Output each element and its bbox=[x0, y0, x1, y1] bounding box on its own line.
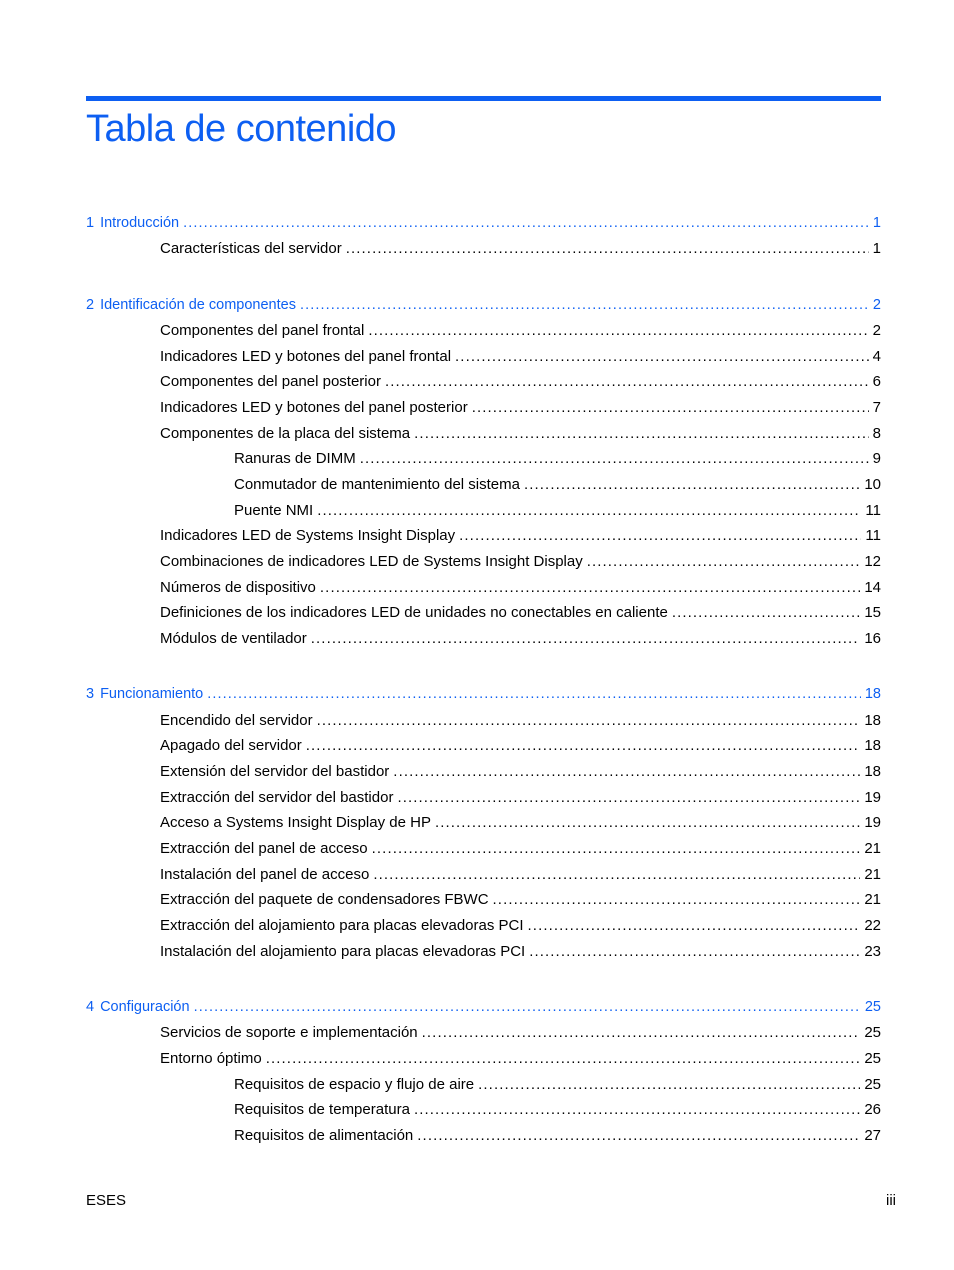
toc-dot-leader bbox=[306, 735, 861, 757]
toc-entry-label: Introducción bbox=[100, 215, 180, 231]
toc-entry-label: Apagado del servidor bbox=[160, 737, 302, 754]
toc-entry-label: Módulos de ventilador bbox=[160, 630, 307, 647]
toc-page-number: 14 bbox=[864, 579, 881, 596]
toc-entry[interactable] bbox=[160, 346, 881, 368]
toc-page-number: 1 bbox=[872, 215, 881, 231]
toc-entry-label: Extracción del paquete de condensadores FBWC bbox=[160, 891, 489, 908]
toc-page-number: 26 bbox=[864, 1101, 881, 1118]
toc-chapter-number: 2 bbox=[86, 297, 95, 313]
toc-page-number: 25 bbox=[864, 1024, 881, 1041]
toc-dot-leader bbox=[393, 761, 860, 783]
toc-chapter-number: 3 bbox=[86, 686, 95, 702]
toc-page-number: 15 bbox=[864, 604, 881, 621]
toc-entry[interactable] bbox=[160, 423, 881, 445]
toc-entry[interactable] bbox=[160, 761, 881, 783]
toc-dot-leader bbox=[368, 320, 868, 342]
toc-page-number: 11 bbox=[865, 527, 881, 544]
toc-entry[interactable] bbox=[234, 448, 881, 470]
toc-entry-label: Extracción del alojamiento para placas elevadoras PCI bbox=[160, 917, 524, 934]
toc-entry-label: Identificación de componentes bbox=[100, 297, 296, 313]
toc-page-number: 22 bbox=[864, 917, 881, 934]
toc-page-number: 21 bbox=[864, 840, 881, 857]
toc-page-number: 8 bbox=[872, 425, 881, 442]
toc-dot-leader bbox=[587, 551, 861, 573]
toc-chapter-number: 1 bbox=[86, 215, 95, 231]
toc-entry[interactable] bbox=[160, 320, 881, 342]
toc-chapter-number: 4 bbox=[86, 999, 95, 1015]
toc-entry[interactable] bbox=[160, 525, 881, 547]
toc-page-number: 9 bbox=[872, 450, 881, 467]
toc-dot-leader bbox=[207, 683, 861, 705]
toc-entry-label: Indicadores LED y botones del panel frontal bbox=[160, 348, 452, 365]
toc-entry[interactable] bbox=[160, 941, 881, 963]
footer-locale: ESES bbox=[86, 1192, 127, 1209]
toc-entry-label: Extensión del servidor del bastidor bbox=[160, 763, 390, 780]
toc-dot-leader bbox=[459, 525, 861, 547]
toc-page-number: 12 bbox=[864, 553, 881, 570]
toc-dot-leader bbox=[672, 602, 860, 624]
toc-dot-leader bbox=[317, 500, 861, 522]
toc-page-number: 6 bbox=[872, 373, 881, 390]
toc-dot-leader bbox=[478, 1074, 860, 1096]
toc-entry-label: Acceso a Systems Insight Display de HP bbox=[160, 814, 431, 831]
toc-dot-leader bbox=[385, 371, 869, 393]
toc-dot-leader bbox=[372, 838, 861, 860]
toc-entry[interactable] bbox=[160, 864, 881, 886]
toc-entry[interactable] bbox=[160, 602, 881, 624]
footer-page-number: iii bbox=[886, 1192, 896, 1209]
toc-page-number: 7 bbox=[872, 399, 881, 416]
toc-entry[interactable] bbox=[160, 812, 881, 834]
toc-dot-leader bbox=[311, 628, 861, 650]
toc-entry-label: Componentes del panel posterior bbox=[160, 373, 381, 390]
toc-entry-label: Conmutador de mantenimiento del sistema bbox=[234, 476, 520, 493]
toc-entry-label: Combinaciones de indicadores LED de Systems Insight Display bbox=[160, 553, 583, 570]
toc-dot-leader bbox=[472, 397, 869, 419]
toc-entry-label: Números de dispositivo bbox=[160, 579, 316, 596]
toc-entry-label: Indicadores LED de Systems Insight Display bbox=[160, 527, 456, 544]
toc-dot-leader bbox=[373, 864, 860, 886]
toc-entry[interactable] bbox=[234, 1074, 881, 1096]
toc-entry[interactable] bbox=[160, 628, 881, 650]
toc-entry-label: Componentes de la placa del sistema bbox=[160, 425, 411, 442]
toc-entry[interactable] bbox=[234, 1125, 881, 1147]
toc-entry-label: Instalación del alojamiento para placas elevadoras PCI bbox=[160, 943, 526, 960]
page-title: Tabla de contenido bbox=[86, 108, 397, 150]
toc-entry-label: Ranuras de DIMM bbox=[234, 450, 356, 467]
toc-entry[interactable] bbox=[160, 577, 881, 599]
toc-entry-label: Encendido del servidor bbox=[160, 712, 313, 729]
toc-entry[interactable] bbox=[160, 1022, 881, 1044]
toc-page-number: 2 bbox=[872, 322, 881, 339]
toc-dot-leader bbox=[414, 1099, 860, 1121]
toc-dot-leader bbox=[455, 346, 869, 368]
toc-entry-label: Puente NMI bbox=[234, 502, 314, 519]
toc-dot-leader bbox=[417, 1125, 860, 1147]
toc-page-number: 2 bbox=[872, 297, 881, 313]
toc-entry-label: Extracción del servidor del bastidor bbox=[160, 789, 394, 806]
toc-dot-leader bbox=[493, 889, 861, 911]
toc-page-number: 25 bbox=[864, 1076, 881, 1093]
toc-entry[interactable] bbox=[160, 1048, 881, 1070]
toc-dot-leader bbox=[397, 787, 860, 809]
toc-chapter-entry[interactable] bbox=[86, 212, 881, 234]
toc-dot-leader bbox=[266, 1048, 861, 1070]
toc-entry-label: Requisitos de temperatura bbox=[234, 1101, 410, 1118]
toc-entry-label: Requisitos de espacio y flujo de aire bbox=[234, 1076, 475, 1093]
toc-page-number: 23 bbox=[864, 943, 881, 960]
toc-entry[interactable] bbox=[160, 551, 881, 573]
toc-chapter-entry[interactable] bbox=[86, 683, 881, 705]
toc-entry-label: Instalación del panel de acceso bbox=[160, 866, 370, 883]
toc-entry[interactable] bbox=[160, 238, 881, 260]
toc-dot-leader bbox=[529, 941, 860, 963]
toc-entry[interactable] bbox=[160, 889, 881, 911]
toc-entry-label: Requisitos de alimentación bbox=[234, 1127, 414, 1144]
toc-page-number: 10 bbox=[864, 476, 881, 493]
toc-page-number: 25 bbox=[864, 1050, 881, 1067]
toc-dot-leader bbox=[320, 577, 860, 599]
toc-page-number: 18 bbox=[864, 763, 881, 780]
toc-entry[interactable] bbox=[160, 371, 881, 393]
toc-entry-label: Entorno óptimo bbox=[160, 1050, 262, 1067]
toc-entry[interactable] bbox=[160, 397, 881, 419]
toc-entry[interactable] bbox=[160, 915, 881, 937]
toc-page-number: 25 bbox=[864, 999, 881, 1015]
toc-entry[interactable] bbox=[160, 710, 881, 732]
toc-dot-leader bbox=[360, 448, 869, 470]
toc-page-number: 21 bbox=[864, 891, 881, 908]
toc-dot-leader bbox=[183, 212, 869, 234]
toc-dot-leader bbox=[422, 1022, 861, 1044]
toc-dot-leader bbox=[300, 294, 869, 316]
toc-entry-label: Características del servidor bbox=[160, 240, 342, 257]
toc-page-number: 4 bbox=[872, 348, 881, 365]
toc-page-number: 27 bbox=[864, 1127, 881, 1144]
toc-entry-label: Servicios de soporte e implementación bbox=[160, 1024, 418, 1041]
toc-entry-label: Configuración bbox=[100, 999, 190, 1015]
toc-entry[interactable] bbox=[160, 735, 881, 757]
toc-entry[interactable] bbox=[234, 1099, 881, 1121]
toc-entry[interactable] bbox=[160, 838, 881, 860]
toc-dot-leader bbox=[194, 996, 861, 1018]
toc-entry-label: Componentes del panel frontal bbox=[160, 322, 365, 339]
toc-dot-leader bbox=[528, 915, 861, 937]
toc-page-number: 19 bbox=[864, 789, 881, 806]
toc-page-number: 18 bbox=[864, 737, 881, 754]
toc-page-number: 16 bbox=[864, 630, 881, 647]
toc-entry[interactable] bbox=[160, 787, 881, 809]
toc-page-number: 1 bbox=[872, 240, 881, 257]
toc-page-number: 18 bbox=[864, 712, 881, 729]
toc-chapter-entry[interactable] bbox=[86, 294, 881, 316]
toc-entry[interactable] bbox=[234, 500, 881, 522]
toc-page-number: 19 bbox=[864, 814, 881, 831]
toc-entry-label: Indicadores LED y botones del panel posterior bbox=[160, 399, 468, 416]
toc-entry[interactable] bbox=[234, 474, 881, 496]
toc-page-number: 11 bbox=[865, 502, 881, 519]
toc-dot-leader bbox=[435, 812, 860, 834]
toc-dot-leader bbox=[346, 238, 869, 260]
toc-page-number: 18 bbox=[864, 686, 881, 702]
toc-chapter-entry[interactable] bbox=[86, 996, 881, 1018]
toc-entry-label: Funcionamiento bbox=[100, 686, 204, 702]
toc-entry-label: Definiciones de los indicadores LED de unidades no conectables en caliente bbox=[160, 604, 668, 621]
toc-page-number: 21 bbox=[864, 866, 881, 883]
toc-dot-leader bbox=[414, 423, 869, 445]
toc-dot-leader bbox=[524, 474, 860, 496]
toc-dot-leader bbox=[317, 710, 861, 732]
toc-entry-label: Extracción del panel de acceso bbox=[160, 840, 368, 857]
